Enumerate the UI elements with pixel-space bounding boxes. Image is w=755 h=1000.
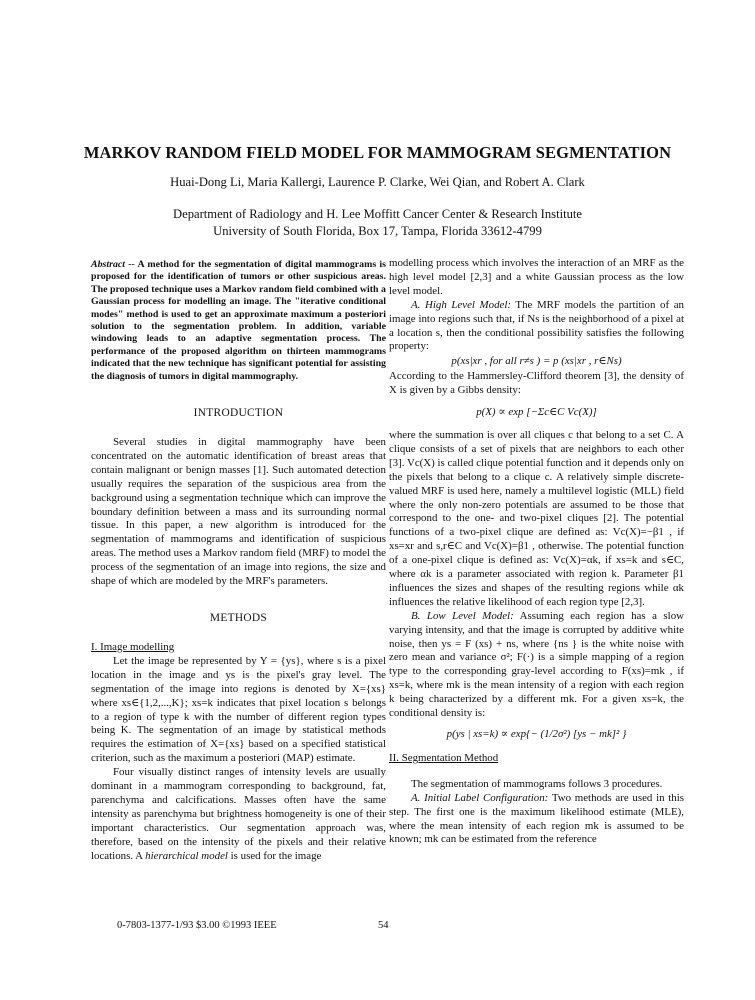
low-level-model-label: B. Low Level Model: [411,609,514,622]
paragraph-text: Assuming each region has a slow varying intensity, and that the image is corrupted by additive white noise, then ys = F (xs) + ns, where {ns } is the white noise with zero mean and variance σ²; F(·) is a simple mapping of a region type to the corresponding gray-level according to F(xs)=mk , if xs=k, where mk is the mean intensity of a region with each region k being characterized by a different mk. For a given xs=k, the conditional density is: [389,609,685,720]
clique-paragraph: where the summation is over all cliques c that belong to a set C. A clique consists of a set of pixels that are neighbors to each other [3]. Vc(X) is called clique potential function and it depends only on the pixels that belong to a clique c. A relatively simple discrete-valued MRF is used here, namely a multilevel logistic (MLL) field where the only non-zero potentials are assumed to be those that correspond to the one- and two-pixel cliques [2]. The potential functions of a two-pixel clique are defined as: Vc(X)=−β1 , if xs=xr and s,r∈C and Vc(X)=β1 , otherwise. The potential function of a one-pixel clique is defined as: Vc(X)=αk, if xs=k and s∈C, where αk is a parameter associated with region k. Parameter β1 influences the sizes and shapes of the resulting regions while αk influences the relative likelihood of each region type [2,3]. [389,428,684,608]
methods-heading: METHODS [209,612,268,624]
paragraph-text: is used for the image [227,849,322,862]
equation-conditional-density: p(ys | xs=k) ∝ exp{− (1/2σ²) [ys − mk]² } [446,728,627,740]
initial-label-configuration-label: A. Initial Label Configuration: [411,791,549,804]
right-paragraph-continuation: modelling process which involves the interaction of an MRF as the high level model [2,3] and a white Gaussian process as the low level model. [389,257,684,297]
affiliation-line-2: University of South Florida, Box 17, Tampa, Florida 33612-4799 [213,224,542,238]
low-level-model-paragraph [389,610,684,721]
segmentation-intro: The segmentation of mammograms follows 3 procedures. [411,777,663,790]
paragraph-text: Four visually distinct ranges of intensity levels are usually dominant in a mammogram corresponding to background, fat, parenchyma and calcifications. Masses often have the same intensity as parenchyma but brightness homogeneity is one of their important characteristics. Our segmentation approach was, therefore, based on the intensity of the pixels and their relative locations. A [91,766,386,862]
high-level-model-paragraph [389,299,684,355]
high-level-model-label: A. High Level Model: [411,298,512,311]
section-title-segmentation-method: II. Segmentation Method [389,751,499,764]
equation-conditional-property: p(xs|xr , for all r≠s ) = p (xs|xr , r∈Ns) [451,355,622,368]
introduction-heading: INTRODUCTION [193,407,284,419]
section-title-image-modelling: I. Image modelling [91,641,175,653]
hammersley-clifford-paragraph: According to the Hammersley-Clifford theorem [3], the density of X is given by a Gibbs density: [389,370,684,397]
abstract-label: Abstract -- [91,259,135,270]
affiliation-line-1: Department of Radiology and H. Lee Moffitt Cancer Center & Research Institute [173,207,582,221]
abstract [91,259,386,383]
introduction-paragraph: Several studies in digital mammography have been concentrated on the automatic identification of breast areas that contain malignant or benign masses [1]. Such automated detection usually requires the separation of the suspicious area from the background using a segmentation technique which can improve the boundary definition between a mass and its surrounding normal tissue. In this paper, a new algorithm is introduced for the segmentation of mammograms and identification of suspicious areas. The method uses a Markov random field (MRF) to model the process of the segmentation of an image into regions, the size and shape of which are modeled by the MRF's parameters. [91,436,386,588]
paper-title: MARKOV RANDOM FIELD MODEL FOR MAMMOGRAM SEGMENTATION [83,143,672,162]
abstract-text: A method for the segmentation of digital mammograms is proposed for the identification of tumors or other suspicious areas. The proposed technique uses a Markov random field combined with a Gaussian process for modelling an image. The "iterative conditional modes" method is used to get an approximate maximum a posteriori solution to the segmentation problem. In addition, variable windowing leads to an adaptive segmentation process. The performance of the proposed algorithm on thirteen mammograms indicated that the new technique has significant potential for assisting the diagnosis of tumors in digital mammography. [91,259,386,382]
introduction-body [91,436,386,589]
copyright-notice: 0-7803-1377-1/93 $3.00 ©1993 IEEE [117,920,277,931]
emphasis-hierarchical-model: hierarchical model [145,849,228,862]
initial-label-paragraph [389,792,684,848]
methods-left-column [91,641,386,864]
methods-right-column [389,257,684,847]
paragraph-text: Two methods are used in this step. The first one is the maximum likelihood estimate (MLE), where the mean intensity of each region mk is assumed to be known; mk can be estimated from the reference [389,791,684,846]
image-modelling-paragraph-1: Let the image be represented by Y = {ys}, where s is a pixel location in the image and ys is the pixel's gray level. The segmentation of the image into regions is denoted by X={xs} where xs∈{1,2,...,K}; xs=k indicates that pixel location s belongs to a region of type k with the number of different region types being K. The segmentation of an image by statistical methods requires the estimation of X={xs} based on a specified statistical criterion, such as the maximum a posteriori (MAP) estimate. [91,654,386,765]
image-modelling-paragraph-2 [91,766,386,863]
page-number: 54 [378,920,389,931]
paragraph-text: The MRF models the partition of an image into regions such that, if Ns is the neighborhood of a pixel at a location s, then the conditional possibility satisfies the following property: [389,298,685,353]
author-list: Huai-Dong Li, Maria Kallergi, Laurence P. Clarke, Wei Qian, and Robert A. Clark [170,175,585,189]
equation-gibbs-density: p(X) ∝ exp [−Σc∈C Vc(X)] [476,406,597,419]
